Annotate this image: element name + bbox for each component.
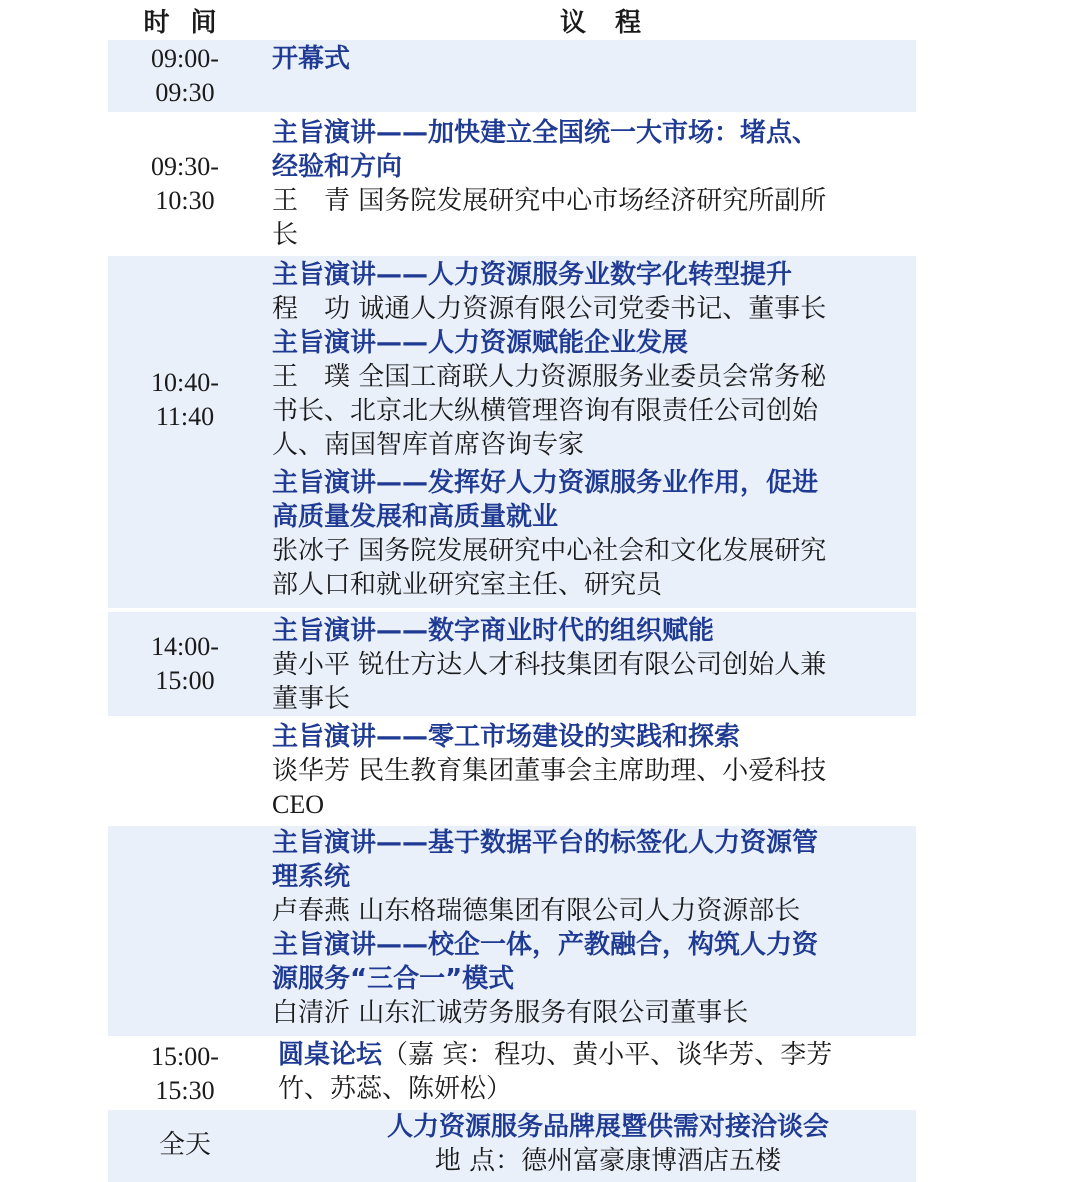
talk-speaker: 部人口和就业研究室主任、研究员 bbox=[272, 570, 663, 600]
time-start: 09:30- bbox=[151, 152, 219, 181]
agenda-row-all-day bbox=[108, 1110, 916, 1182]
time-start: 14:00- bbox=[151, 632, 219, 661]
talk-speaker: 王 青 国务院发展研究中心市场经济研究所副所 bbox=[272, 186, 827, 216]
row-time bbox=[110, 366, 260, 434]
talk-speaker: 书长、北京北大纵横管理咨询有限责任公司创始 bbox=[272, 396, 819, 426]
talk-title: 主旨演讲——加快建立全国统一大市场：堵点、 bbox=[272, 118, 819, 148]
talk-speaker: 程 功 诚通人力资源有限公司党委书记、董事长 bbox=[272, 294, 827, 324]
talk-speaker: 黄小平 锐仕方达人才科技集团有限公司创始人兼 bbox=[272, 650, 827, 680]
session-guests: （嘉 宾：程功、黄小平、谈华芳、李芳 bbox=[382, 1040, 833, 1070]
talk-title: 主旨演讲——基于数据平台的标签化人力资源管 bbox=[272, 828, 819, 858]
row-content bbox=[272, 614, 912, 1030]
time-end: 11:40 bbox=[155, 402, 215, 431]
talk-title: 主旨演讲——人力资源赋能企业发展 bbox=[272, 328, 689, 358]
time-end: 15:00 bbox=[155, 666, 215, 695]
agenda-row-opening bbox=[108, 40, 916, 112]
row-time bbox=[110, 630, 260, 698]
talk-title: 源服务“三合一”模式 bbox=[272, 964, 515, 994]
agenda-row-roundtable bbox=[108, 1038, 916, 1110]
time-end: 09:30 bbox=[155, 78, 215, 107]
talk-speaker: CEO bbox=[272, 790, 324, 819]
session-title: 圆桌论坛 bbox=[278, 1040, 383, 1070]
talk-speaker: 张冰子 国务院发展研究中心社会和文化发展研究 bbox=[272, 536, 827, 566]
talk-title: 高质量发展和高质量就业 bbox=[272, 502, 559, 532]
session-location: 地 点：德州富豪康博酒店五楼 bbox=[434, 1146, 782, 1176]
talk-title: 经验和方向 bbox=[272, 152, 403, 182]
row-content bbox=[272, 42, 912, 76]
row-time bbox=[110, 1128, 260, 1162]
talk-title: 主旨演讲——校企一体，产教融合，构筑人力资 bbox=[272, 930, 819, 960]
talk-speaker: 谈华芳 民生教育集团董事会主席助理、小爱科技 bbox=[272, 756, 827, 786]
time-all-day: 全天 bbox=[158, 1130, 211, 1159]
talk-title: 主旨演讲——人力资源服务业数字化转型提升 bbox=[272, 260, 793, 290]
talk-speaker: 卢春燕 山东格瑞德集团有限公司人力资源部长 bbox=[272, 896, 801, 926]
time-end: 10:30 bbox=[155, 186, 215, 215]
row-time bbox=[110, 1040, 260, 1108]
talk-speaker: 董事长 bbox=[272, 684, 351, 714]
time-start: 10:40- bbox=[151, 368, 219, 397]
talk-speaker: 人、南国智库首席咨询专家 bbox=[272, 430, 585, 460]
session-title: 人力资源服务品牌展暨供需对接洽谈会 bbox=[386, 1112, 829, 1142]
row-content bbox=[298, 1110, 918, 1178]
time-end: 15:30 bbox=[155, 1076, 215, 1105]
agenda-row-keynote-1 bbox=[108, 114, 916, 254]
session-guests: 竹、苏蕊、陈妍松） bbox=[278, 1074, 513, 1104]
agenda-row-morning-keynotes bbox=[108, 256, 916, 608]
time-start: 15:00- bbox=[151, 1042, 219, 1071]
talk-title: 主旨演讲——发挥好人力资源服务业作用，促进 bbox=[272, 468, 819, 498]
agenda-column-header: 议 程 bbox=[560, 8, 652, 38]
talk-speaker: 王 璞 全国工商联人力资源服务业委员会常务秘 bbox=[272, 362, 827, 392]
talk-speaker: 长 bbox=[272, 220, 299, 250]
session-title: 开幕式 bbox=[272, 44, 351, 74]
talk-title: 主旨演讲——数字商业时代的组织赋能 bbox=[272, 616, 715, 646]
row-content bbox=[272, 116, 912, 252]
row-time bbox=[110, 150, 260, 218]
time-column-header: 时 间 bbox=[143, 8, 223, 38]
talk-speaker: 白清沂 山东汇诚劳务服务有限公司董事长 bbox=[272, 998, 749, 1028]
row-content bbox=[272, 258, 912, 602]
agenda-row-afternoon-keynotes bbox=[108, 610, 916, 1036]
row-content bbox=[278, 1038, 918, 1106]
time-start: 09:00- bbox=[151, 44, 219, 73]
talk-title: 理系统 bbox=[272, 862, 351, 892]
talk-title: 主旨演讲——零工市场建设的实践和探索 bbox=[272, 722, 741, 752]
row-time bbox=[110, 42, 260, 110]
agenda-header bbox=[0, 0, 1080, 38]
